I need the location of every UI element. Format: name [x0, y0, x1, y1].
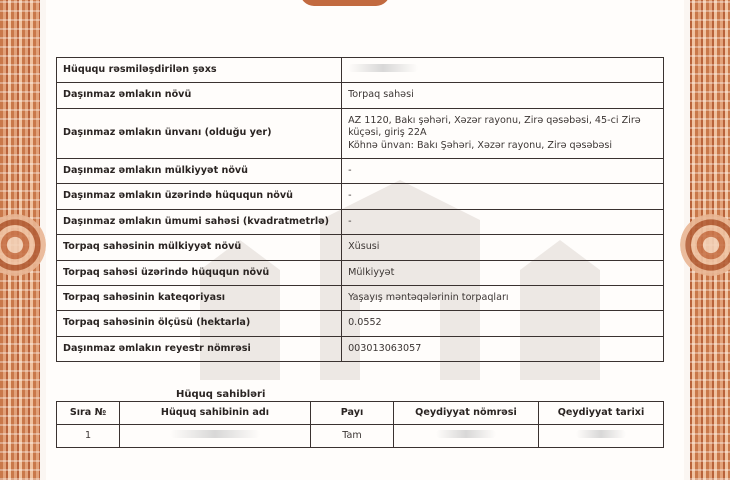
table-row	[57, 337, 664, 362]
table-row	[57, 235, 664, 261]
column-header: Qeydiyyat nömrəsi	[394, 402, 539, 425]
column-header: Sıra №	[57, 402, 120, 425]
redacted-value	[436, 430, 496, 438]
table-row	[57, 159, 664, 184]
row-value: Mülkiyyət	[342, 261, 664, 286]
old-address-line: Köhnə ünvan: Bakı Şəhəri, Xəzər rayonu, Zirə qəsəbəsi	[348, 139, 613, 151]
owner-name	[120, 425, 311, 448]
registry-number-value: 003013063057	[342, 337, 664, 362]
table-row	[57, 109, 664, 159]
owner-number: 1	[57, 425, 120, 448]
column-header: Payı	[311, 402, 394, 425]
row-label: Daşınmaz əmlakın ümumi sahəsi (kvadratmetrlə)	[57, 210, 342, 235]
row-label: Daşınmaz əmlakın üzərində hüququn növü	[57, 184, 342, 210]
row-value: Torpaq sahəsi	[342, 83, 664, 109]
owner-share: Tam	[311, 425, 394, 448]
redacted-value	[348, 64, 418, 72]
table-row	[57, 184, 664, 210]
table-row	[57, 83, 664, 109]
row-label: Torpaq sahəsi üzərində hüququn növü	[57, 261, 342, 286]
address-line: AZ 1120, Bakı şəhəri, Xəzər rayonu, Zirə qəsəbəsi, 45-ci Zirə	[348, 114, 641, 126]
owners-table	[56, 401, 664, 448]
address-line: küçəsi, giriş 22A	[348, 127, 427, 139]
address-value	[342, 109, 664, 159]
row-value: -	[342, 184, 664, 210]
registration-date	[539, 425, 664, 448]
row-label: Torpaq sahəsinin ölçüsü (hektarla)	[57, 311, 342, 337]
row-label: Daşınmaz əmlakın reyestr nömrəsi	[57, 337, 342, 362]
row-label: Daşınmaz əmlakın mülkiyyət növü	[57, 159, 342, 184]
owners-header-row	[57, 402, 664, 425]
column-header: Qeydiyyat tarixi	[539, 402, 664, 425]
row-value: -	[342, 159, 664, 184]
row-value: 0.0552	[342, 311, 664, 337]
table-row	[57, 261, 664, 286]
table-row	[57, 210, 664, 235]
property-info-table	[56, 57, 664, 362]
table-row	[57, 311, 664, 337]
row-label: Hüququ rəsmiləşdirilən şəxs	[57, 58, 342, 83]
rights-holder-value	[342, 58, 664, 83]
row-label: Daşınmaz əmlakın növü	[57, 83, 342, 109]
row-label: Daşınmaz əmlakın ünvanı (olduğu yer)	[57, 109, 342, 159]
column-header: Hüquq sahibinin adı	[120, 402, 311, 425]
table-row	[57, 58, 664, 83]
top-ornament	[300, 0, 390, 6]
row-value: Yaşayış məntəqələrinin torpaqları	[342, 286, 664, 311]
row-label: Torpaq sahəsinin kateqoriyası	[57, 286, 342, 311]
redacted-value	[170, 430, 260, 438]
row-value: -	[342, 210, 664, 235]
row-value: Xüsusi	[342, 235, 664, 261]
registration-number	[394, 425, 539, 448]
redacted-value	[576, 430, 626, 438]
row-label: Torpaq sahəsinin mülkiyyət növü	[57, 235, 342, 261]
table-row	[57, 286, 664, 311]
owners-section-title: Hüquq sahibləri	[176, 389, 266, 400]
table-row	[57, 425, 664, 448]
